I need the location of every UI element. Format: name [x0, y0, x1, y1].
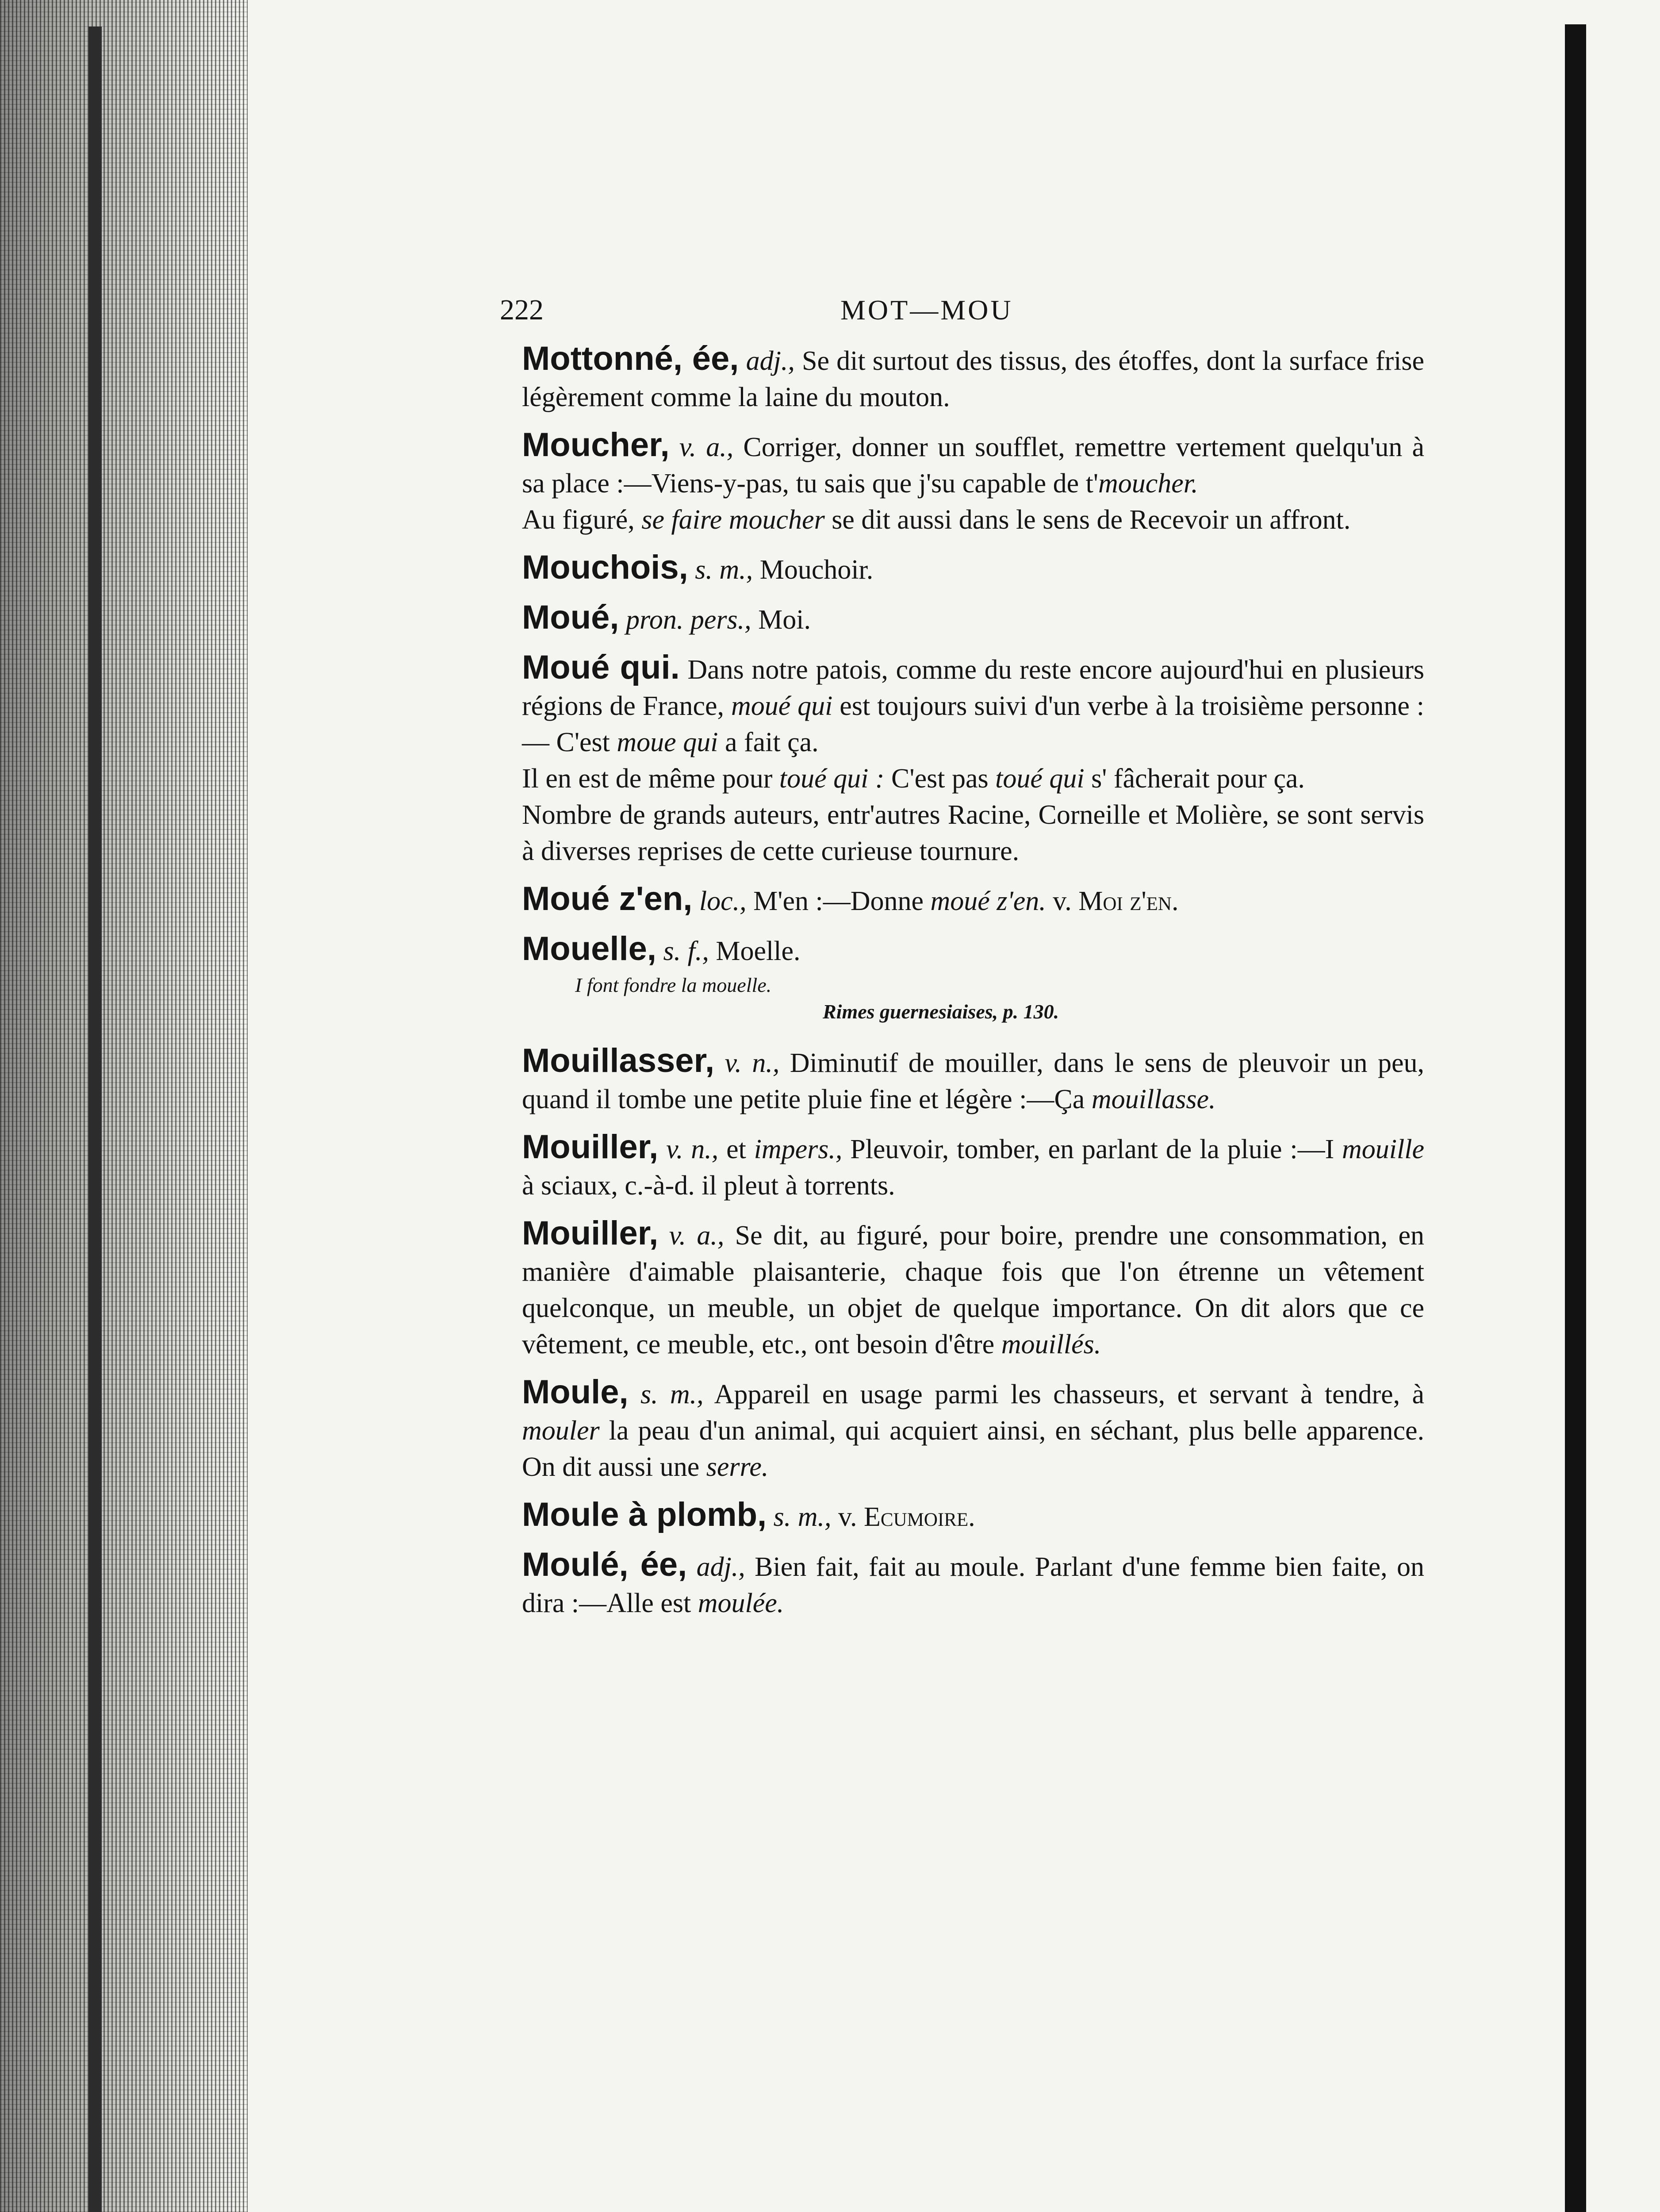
grammar-label: v. n., [725, 1048, 780, 1078]
definition: à sciaux, c.-à-d. il pleut à torrents. [522, 1171, 895, 1201]
headword: Mouiller, [522, 1128, 659, 1166]
entry-moule [487, 1374, 1424, 1485]
definition: Se dit surtout des tissus, des étoffes, dont la surface frise légèrement comme la laine du mouton. [522, 346, 1424, 412]
entry-moule-a-plomb [487, 1497, 1424, 1535]
grammar-label: impers., [754, 1134, 843, 1164]
entry-mouillasser [487, 1043, 1424, 1118]
entry-mouelle [487, 931, 1424, 1025]
definition: Il en est de même pour [522, 764, 779, 794]
headword: Mouiller, [522, 1214, 659, 1252]
entry-moue-qui [487, 649, 1424, 869]
definition: Se dit, au figuré, pour boire, prendre une consommation, en manière d'aimable plaisanterie, chaque fois que l'on étrenne un vêtement quelconque, un meuble, un objet de quelque importance. On dit alors que ce vêtement, ce meuble, etc., ont besoin d'être [522, 1221, 1425, 1359]
dictionary-page [487, 292, 1424, 1633]
definition: v. [831, 1502, 864, 1532]
example-italic: mouille [1342, 1134, 1425, 1164]
headword: Moule à plomb, [522, 1496, 767, 1533]
example-italic: toué qui [995, 764, 1085, 794]
example-italic: serre. [706, 1452, 769, 1482]
example-italic: moue qui [617, 727, 718, 757]
definition: Mouchoir. [753, 555, 874, 585]
cross-reference: Ecumoire. [864, 1502, 975, 1532]
headword: Moué z'en, [522, 880, 693, 918]
definition: Pleuvoir, tomber, en parlant de la pluie :—I [842, 1134, 1342, 1164]
definition: M'en :—Donne [746, 886, 931, 916]
headword: Mouelle, [522, 930, 657, 968]
example-italic: mouler [522, 1416, 600, 1446]
page-edge-bar [1565, 24, 1586, 2212]
definition: Appareil en usage parmi les chasseurs, et servant à tendre, à [703, 1379, 1425, 1409]
page-header [487, 292, 1424, 341]
definition: C'est pas [884, 764, 996, 794]
example-italic: toué qui : [779, 764, 885, 794]
definition: se dit aussi dans le sens de Recevoir un affront. [824, 505, 1351, 535]
cross-reference: Moi z'en. [1078, 886, 1179, 916]
grammar-label: v. n., [666, 1134, 719, 1164]
grammar-label: s. m., [695, 555, 753, 585]
definition: la peau d'un animal, qui acquiert ainsi, en séchant, plus belle apparence. On dit aussi une [522, 1416, 1424, 1482]
grammar-label: s. f., [663, 936, 709, 966]
definition: Au figuré, [522, 505, 642, 535]
grammar-label: v. a., [679, 432, 734, 462]
definition: Moi. [751, 605, 811, 635]
definition: s' fâcherait pour ça. [1084, 764, 1305, 794]
definition: est toujours suivi d'un verbe à la troisième personne :— C'est [522, 691, 1424, 757]
page-number: 222 [500, 294, 544, 326]
entry-moue-zen [487, 881, 1424, 919]
grammar-label: s. m., [640, 1379, 704, 1409]
entry-mouiller-va [487, 1215, 1424, 1363]
grammar-label: adj., [696, 1552, 745, 1582]
headword: Mottonné, ée, [522, 340, 739, 377]
definition: Bien fait, fait au moule. Parlant d'une femme bien faite, on dira :—Alle est [522, 1552, 1425, 1618]
grammar-label: loc., [699, 886, 747, 916]
grammar-label: s. m., [773, 1502, 832, 1532]
example-italic: se faire moucher [641, 505, 825, 535]
entry-moule-adj [487, 1547, 1424, 1621]
entry-moue [487, 599, 1424, 638]
definition: Diminutif de mouiller, dans le sens de pleuvoir un peu, quand il tombe une petite pluie fine et légère :—Ça [522, 1048, 1424, 1114]
entry-mouiller-vn [487, 1129, 1424, 1204]
definition: v. [1046, 886, 1079, 916]
definition: a fait ça. [718, 727, 819, 757]
headword: Moule, [522, 1373, 629, 1411]
headword: Moué qui. [522, 649, 680, 686]
headword: Moulé, ée, [522, 1546, 687, 1583]
headword: Moué, [522, 599, 619, 636]
citation [575, 972, 1424, 1025]
example-italic: moulée. [698, 1588, 784, 1618]
definition: Corriger, donner un soufflet, remettre vertement quelqu'un à sa place :—Viens-y-pas, tu sais que j'su capable de t' [522, 432, 1425, 499]
definition: Dans notre patois, comme du reste encore aujourd'hui en plusieurs régions de France, [522, 655, 1424, 721]
grammar-label: v. a., [669, 1221, 725, 1251]
entry-moucher [487, 427, 1424, 538]
grammar-label: adj., [746, 346, 795, 376]
entry-mottonne [487, 341, 1424, 415]
page-gutter-scan [0, 0, 248, 2212]
definition: et [718, 1134, 754, 1164]
gutter-shadow [88, 27, 102, 2212]
example-italic: mouillés. [1001, 1329, 1101, 1359]
definition: Moelle. [709, 936, 801, 966]
headword: Moucher, [522, 426, 670, 464]
running-head: MOT—MOU [840, 294, 1013, 326]
headword: Mouchois, [522, 549, 688, 586]
example-italic: mouillasse. [1091, 1084, 1216, 1114]
example-italic: moué z'en. [930, 886, 1046, 916]
grammar-label: pron. pers., [626, 605, 751, 635]
citation-quote: I font fondre la mouelle. [575, 974, 772, 996]
definition: Nombre de grands auteurs, entr'autres Racine, Corneille et Molière, se sont servis à diverses reprises de cette curieuse tournure. [522, 800, 1424, 866]
example-italic: moucher. [1098, 469, 1198, 499]
entry-mouchois [487, 549, 1424, 588]
headword: Mouillasser, [522, 1042, 715, 1079]
example-italic: moué qui [731, 691, 833, 721]
citation-source: Rimes guernesiaises, p. 130. [823, 1000, 1059, 1023]
